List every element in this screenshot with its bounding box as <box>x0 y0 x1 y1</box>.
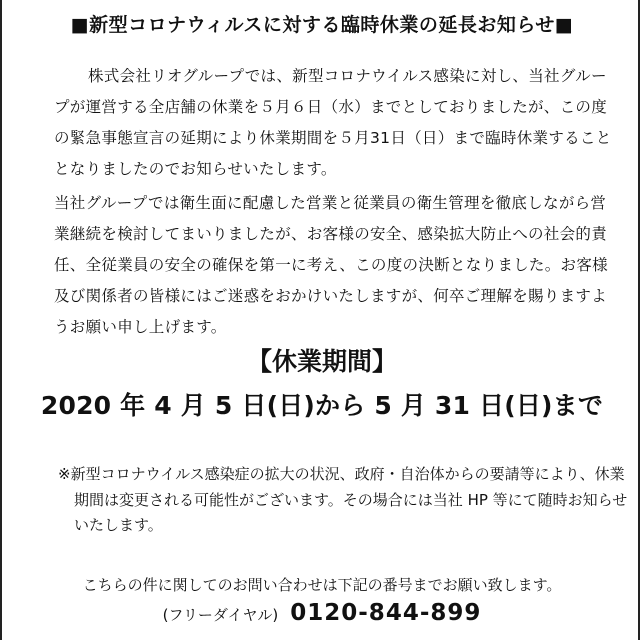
contact-instruction: こちらの件に関してのお問い合わせは下記の番号までお願い致します。 <box>82 576 562 594</box>
closure-period-dates: 2020 年 4 月 5 日(日)から 5 月 31 日(日)まで <box>40 391 604 420</box>
phone-number: 0120-844-899 <box>290 600 482 626</box>
phone-label: (フリーダイヤル) <box>162 606 279 624</box>
notice-paragraph-1: 株式会社リオグループでは、新型コロナウイルス感染に対し、当社グループが運営する全店舗の休業を５月６日（水）までとしておりましたが、この度の緊急事態宣言の延期により休業期間を５月31日（日）まで臨時休業することとなりましたのでお知らせいたします。 <box>54 67 612 178</box>
notice-remark: ※新型コロナウイルス感染症の拡大の状況、政府・自治体からの要請等により、休業期間は変更される可能性がございます。その場合には当社 HP 等にて随時お知らせいたします。 <box>58 465 628 534</box>
notice-title: ■新型コロナウィルスに対する臨時休業の延長お知らせ■ <box>70 14 574 36</box>
phone-contact <box>2 600 640 626</box>
closure-period-heading: 【休業期間】 <box>246 347 397 376</box>
notice-paragraph-2: 当社グループでは衛生面に配慮した営業と従業員の衛生管理を徹底しながら営業継続を検討してまいりましたが、お客様の安全、感染拡大防止への社会的責任、全従業員の安全の確保を第一に考え、この度の決断となりました。お客様及び関係者の皆様にはご迷惑をおかけいたしますが、何卒ご理解を賜りますようお願い申し上げます。 <box>54 194 608 336</box>
